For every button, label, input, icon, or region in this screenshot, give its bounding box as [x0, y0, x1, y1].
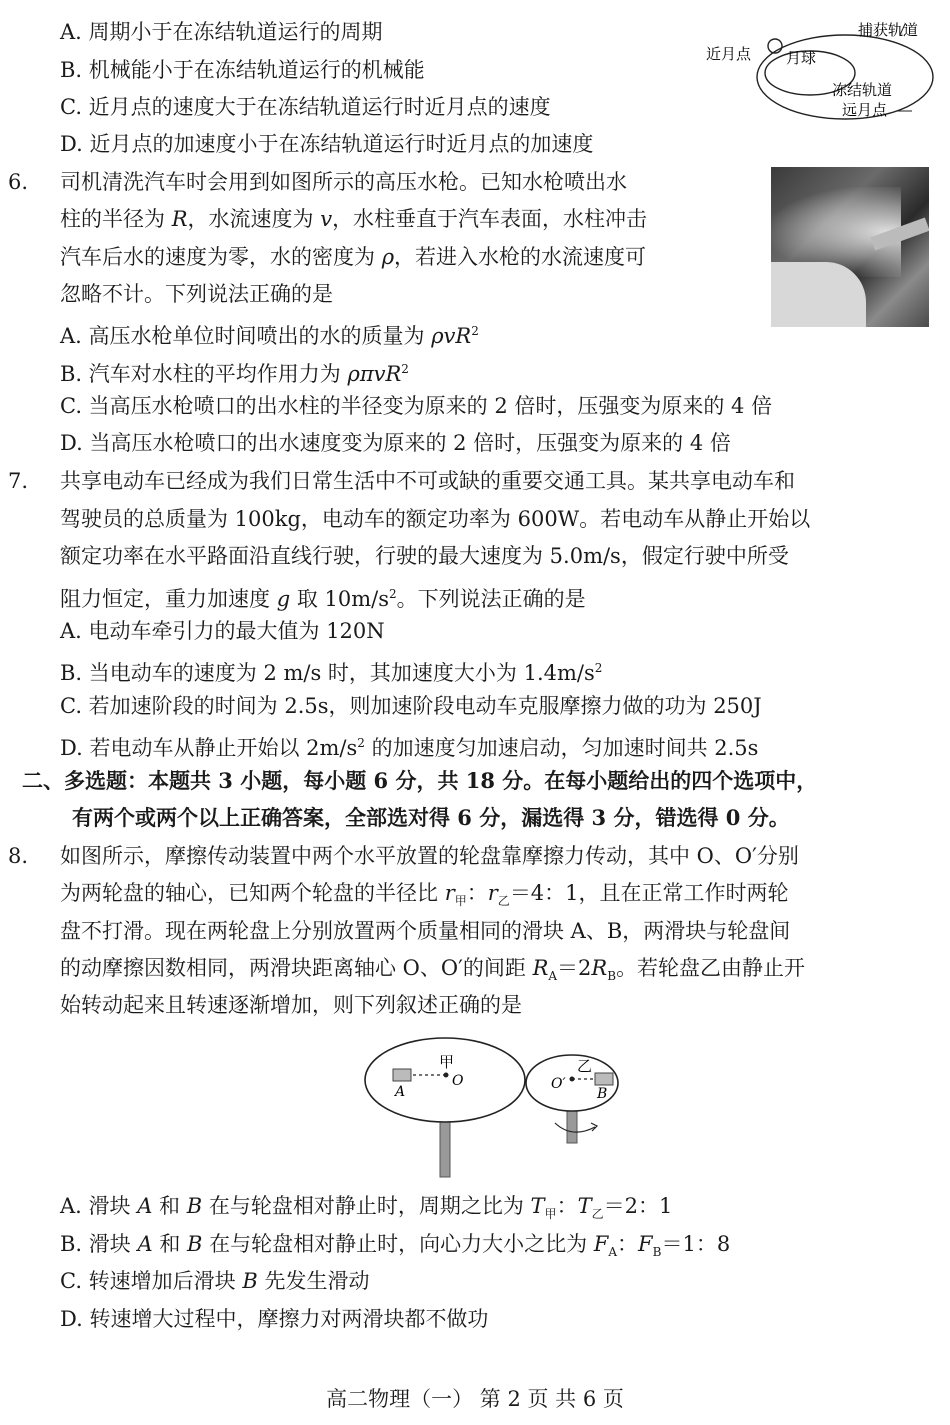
- section-2-instructions: 有两个或两个以上正确答案，全部选对得 6 分，漏选得 3 分，错选得 0 分。: [72, 805, 790, 830]
- q7-option-a: A. 电动车牵引力的最大值为 120N: [60, 619, 385, 643]
- q7-option-c: C. 若加速阶段的时间为 2.5s，则加速阶段电动车克服摩擦力做的功为 250J: [60, 694, 762, 718]
- q7-line-1: 共享电动车已经成为我们日常生活中不可或缺的重要交通工具。某共享电动车和: [60, 469, 795, 493]
- label-a: A: [395, 1084, 406, 1100]
- q7-line-2: 驾驶员的总质量为 100kg，电动车的额定功率为 600W。若电动车从静止开始以: [60, 507, 811, 531]
- q8-option-a: A. 滑块 A 和 B 在与轮盘相对静止时，周期之比为 $T_甲$：$T_乙=2$：1: [60, 1194, 673, 1222]
- q5-option-a: A. 周期小于在冻结轨道运行的周期: [60, 20, 383, 44]
- label-o-prime: O′: [551, 1076, 566, 1092]
- q6-option-a: A. 高压水枪单位时间喷出的水的质量为 ρvR$^2$: [60, 324, 479, 348]
- q6-option-b: B. 汽车对水柱的平均作用力为 ρπvR$^2$: [60, 362, 409, 386]
- q5-option-c: C. 近月点的速度大于在冻结轨道运行时近月点的速度: [60, 95, 551, 119]
- page-footer: 高二物理（一） 第 2 页 共 6 页: [326, 1387, 624, 1411]
- axis-o: [444, 1073, 449, 1078]
- q6-line-3: 汽车后水的速度为零，水的密度为 ρ，若进入水枪的水流速度可: [60, 245, 647, 269]
- q8-line-2: 为两轮盘的轴心，已知两个轮盘的半径比 $r_甲$：$r_乙=4$：1，且在正常工作时两轮: [60, 881, 789, 909]
- q7-line-4: 阻力恒定，重力加速度 g 取 $10m/s^2$。下列说法正确的是: [60, 587, 586, 611]
- q8-option-c: C. 转速增加后滑块 B 先发生滑动: [60, 1269, 370, 1293]
- label-perilune: 近月点: [706, 45, 752, 63]
- label-b: B: [597, 1086, 608, 1102]
- axis-o-prime: [570, 1077, 575, 1082]
- q6-line-4: 忽略不计。下列说法正确的是: [60, 282, 333, 306]
- label-o: O: [452, 1073, 464, 1089]
- label-yi: 乙: [577, 1057, 593, 1075]
- wheel-jia: [365, 1038, 525, 1122]
- q5-option-d: D. 近月点的加速度小于在冻结轨道运行时近月点的加速度: [60, 132, 594, 156]
- q7-option-b: B. 当电动车的速度为 2 m/s 时，其加速度大小为 $1.4m/s^2$: [60, 661, 603, 685]
- label-capture-orbit: 捕获轨道: [858, 21, 919, 39]
- q7-number: 7.: [8, 469, 29, 493]
- q7-option-d: D. 若电动车从静止开始以 $2m/s^2$ 的加速度匀加速启动，匀加速时间共 2.5s: [60, 736, 759, 760]
- slider-b: [595, 1073, 613, 1085]
- label-jia: 甲: [439, 1053, 455, 1071]
- q8-option-b: B. 滑块 A 和 B 在与轮盘相对静止时，向心力大小之比为 $F_A$：$F_B=1$：8: [60, 1232, 731, 1260]
- q6-option-d: D. 当高压水枪喷口的出水速度变为原来的 2 倍时，压强变为原来的 4 倍: [60, 431, 731, 455]
- q8-number: 8.: [8, 844, 29, 868]
- q8-line-1: 如图所示，摩擦传动装置中两个水平放置的轮盘靠摩擦力传动，其中 O、O′分别: [60, 844, 799, 868]
- section-2-heading: 二、多选题：本题共 3 小题，每小题 6 分，共 18 分。在每小题给出的四个选项中，: [22, 768, 818, 793]
- q6-option-c: C. 当高压水枪喷口的出水柱的半径变为原来的 2 倍时，压强变为原来的 4 倍: [60, 394, 773, 418]
- q5-option-b: B. 机械能小于在冻结轨道运行的机械能: [60, 58, 425, 82]
- q8-line-5: 始转动起来且转速逐渐增加，则下列叙述正确的是: [60, 993, 522, 1017]
- orbit-diagram: [700, 15, 940, 125]
- slider-a: [393, 1069, 411, 1081]
- q6-number: 6.: [8, 170, 29, 194]
- label-frozen-orbit: 冻结轨道: [832, 81, 893, 99]
- label-apolune: 远月点: [842, 101, 888, 119]
- q8-line-3: 盘不打滑。现在两轮盘上分别放置两个质量相同的滑块 A、B，两滑块与轮盘间: [60, 919, 791, 943]
- q8-option-d: D. 转速增大过程中，摩擦力对两滑块都不做功: [60, 1307, 489, 1331]
- q8-line-4: 的动摩擦因数相同，两滑块距离轴心 O、O′的间距 $R_A=2R_B$。若轮盘乙由静止开: [60, 956, 806, 984]
- q6-line-2: 柱的半径为 R，水流速度为 v，水柱垂直于汽车表面，水柱冲击: [60, 207, 648, 231]
- label-moon: 月球: [786, 49, 817, 67]
- q6-line-1: 司机清洗汽车时会用到如图所示的高压水枪。已知水枪喷出水: [60, 170, 627, 194]
- friction-wheel-diagram: [355, 1035, 655, 1185]
- pressure-washer-photo: [771, 167, 929, 327]
- q7-line-3: 额定功率在水平路面沿直线行驶，行驶的最大速度为 5.0m/s，假定行驶中所受: [60, 544, 789, 568]
